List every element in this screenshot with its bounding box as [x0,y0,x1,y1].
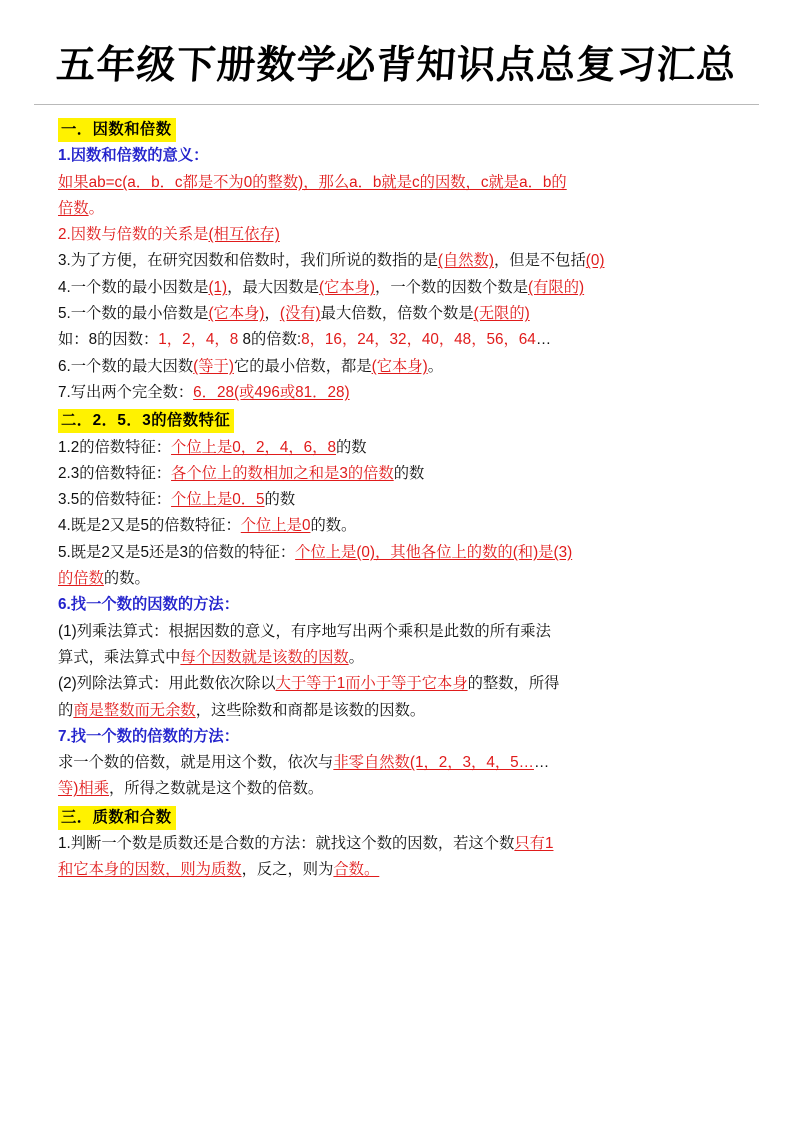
text-run: 2.因数与倍数的关系是 [58,226,209,244]
text-run: 它的最小倍数，都是 [233,357,372,375]
text-run: … [533,754,550,772]
text-run: (没有) [279,305,321,323]
text-run: 6．28(或496或81．28) [193,383,350,401]
text-run: (等于) [193,357,234,375]
text-run: 5.既是2又是5还是3的倍数的特征： [58,543,296,561]
text-run: 7.找一个数的倍数的方法： [58,727,240,745]
text-run: (它本身) [208,305,265,323]
text-line [58,671,737,697]
text-run: (它本身) [371,357,428,375]
text-run: 的整数，所得 [467,675,560,693]
text-run: 6.找一个数的因数的方法： [58,596,240,614]
text-run: ， [264,305,280,323]
text-line [58,724,737,750]
text-line [58,487,737,513]
text-run: ，但是不包括 [493,252,586,270]
text-line [58,566,737,592]
section-heading-text: 一．因数和倍数 [58,118,176,142]
text-run: 个位上是0 [240,517,311,535]
text-run: 1，2，4，8 [158,331,239,349]
text-run: 算式，乘法算式中 [58,648,181,666]
text-run: 2.3的倍数特征： [58,464,172,482]
text-run: 如：8的因数： [58,331,159,349]
text-run: (有限的) [528,278,585,296]
page-title: 五年级下册数学必背知识点总复习汇总 [54,42,739,88]
text-line [58,592,737,618]
text-run: 的数。 [310,517,357,535]
section-heading-text: 二．2．5．3的倍数特征 [58,409,234,433]
text-line [58,354,737,380]
text-run: 8，16，24，32，40，48，56，64 [301,331,536,349]
text-run: (自然数) [437,252,494,270]
text-run: 的数 [393,464,425,482]
text-run: 个位上是(0)，其他各位上的数的(和)是(3) [295,543,573,561]
text-line [58,750,737,776]
text-run: 求一个数的倍数，就是用这个数，依次与 [58,754,334,772]
text-line [58,196,737,222]
text-run: 1.2的倍数特征： [58,438,172,456]
text-run: ，最大因数是 [227,278,319,296]
text-run: (2)列除法算式：用此数依次除以 [58,675,276,693]
text-run: 。 [427,357,444,375]
text-line [58,143,737,169]
text-run: (1)列乘法算式：根据因数的意义，有序地写出两个乘积是此数的所有乘法 [58,622,551,640]
text-line [58,248,737,274]
text-run: 每个因数就是该数的因数 [180,648,349,666]
text-line [58,645,737,671]
text-run: 个位上是0，2，4，6，8 [171,438,336,456]
text-run: 合数。 [333,861,380,879]
text-line [58,831,737,857]
text-run: ，反之，则为 [241,861,334,879]
text-run: 倍数 [58,199,89,217]
text-line [58,301,737,327]
text-run: 3.为了方便，在研究因数和倍数时，我们所说的数指的是 [58,252,438,270]
text-run: 只有1 [514,835,554,853]
text-run: 大于等于1而小于等于它本身 [275,675,468,693]
text-line [58,170,737,196]
text-run: 个位上是0．5 [171,491,265,509]
text-line [58,540,737,566]
text-run: 商是整数而无余数 [73,701,196,719]
text-run: 非零自然数(1，2，3，4，5… [333,754,534,772]
text-run: … [535,331,552,349]
text-run: 。 [88,199,104,217]
text-run: 最大倍数，倍数个数是 [320,305,474,323]
text-run: 4.既是2又是5的倍数特征： [58,517,241,535]
title-divider [34,104,759,105]
section-heading [58,406,737,434]
text-run: 1.判断一个数是质数还是合数的方法：就找这个数的因数，若这个数 [58,835,515,853]
text-run: 7.写出两个完全数： [58,383,194,401]
text-run: 8的倍数: [238,331,302,349]
text-run: 的数 [335,438,367,456]
text-run: ，所得之数就是这个数的倍数。 [109,780,324,798]
text-run: 1.因数和倍数的意义： [58,147,209,165]
text-run: (1) [208,278,228,296]
text-line [58,435,737,461]
text-run: 。 [348,648,364,666]
section-heading [58,115,737,143]
text-run: 的数 [264,491,296,509]
section-heading-text: 三．质数和合数 [58,806,176,830]
section-heading [58,803,737,831]
text-line [58,619,737,645]
text-run: 5.一个数的最小倍数是 [58,305,209,323]
text-line [58,857,737,883]
text-run: (相互依存) [208,226,280,244]
text-run: 4.一个数的最小因数是 [58,278,209,296]
text-run: 的 [58,701,74,719]
text-run: ，这些除数和商都是该数的因数。 [195,701,426,719]
text-run: 的倍数 [58,570,104,588]
text-line [58,327,737,353]
text-run: 等)相乘 [58,780,109,798]
text-line [58,513,737,539]
document-body [34,115,759,884]
text-run: 各个位上的数相加之和是3的倍数 [171,464,394,482]
text-line [58,698,737,724]
text-line [58,776,737,802]
text-run: 6.一个数的最大因数 [58,357,194,375]
text-line [58,222,737,248]
text-run: 如果ab=c(a．b．c都是不为0的整数)，那么a．b就是c的因数，c就是a．b的 [58,173,567,191]
text-run: ，一个数的因数个数是 [375,278,529,296]
text-run: (0) [585,252,605,270]
text-run: (无限的) [473,305,530,323]
text-line [58,275,737,301]
text-run: 和它本身的因数，则为质数 [58,861,242,879]
text-line [58,461,737,487]
text-run: (它本身) [318,278,376,296]
text-run: 3.5的倍数特征： [58,491,172,509]
text-run: 的数。 [103,570,150,588]
text-line [58,380,737,406]
